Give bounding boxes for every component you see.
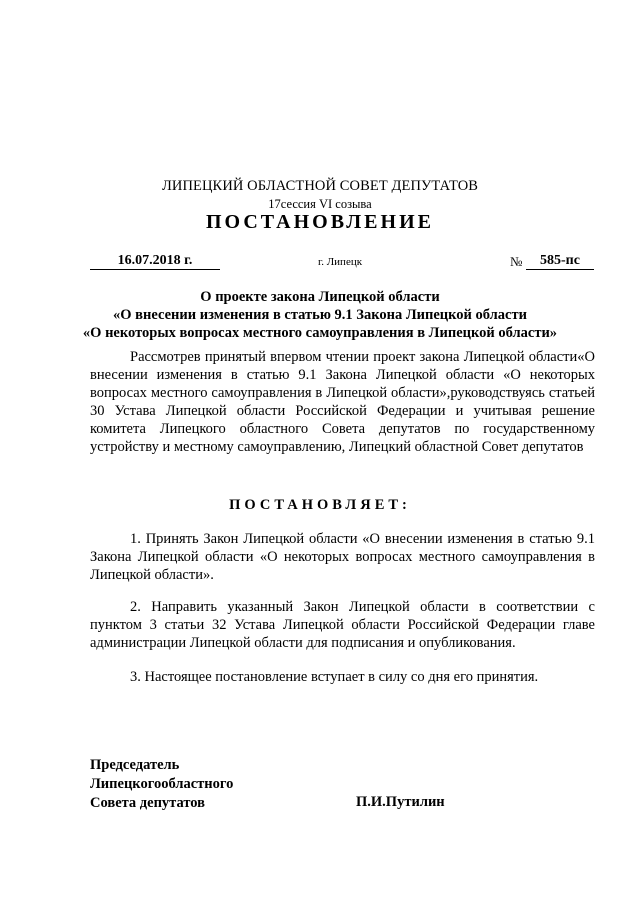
subject-line: О проекте закона Липецкой области (200, 289, 440, 305)
organization-name: ЛИПЕЦКИЙ ОБЛАСТНОЙ СОВЕТ ДЕПУТАТОВ (161, 178, 479, 194)
signature-line: Председатель (90, 757, 180, 773)
signature-line: Совета депутатов (90, 795, 206, 811)
signatory-name: П.И.Путилин (356, 794, 445, 810)
signature-title (90, 756, 233, 813)
resolution-item-1: 1. Принять Закон Липецкой области «О внесении изменения в статью 9.1 Закона Липецкой области «О некоторых вопросах местного самоуправления в Липецкой области». (90, 531, 595, 583)
resolution-item-2: 2. Направить указанный Закон Липецкой области в соответствии с пунктом 3 статьи 32 Устава Липецкой области Российской Федерации главе администрации Липецкой области для подписания и опубликования. (90, 599, 595, 651)
session-info: 17сессия VI созыва (268, 197, 372, 211)
subject-line: «О внесении изменения в статью 9.1 Закона Липецкой области (113, 307, 527, 323)
resolution-item-3: 3. Настоящее постановление вступает в силу со дня его принятия. (130, 669, 539, 685)
document-type-title: ПОСТАНОВЛЕНИЕ (206, 211, 434, 233)
document-subject (0, 288, 640, 342)
signature-line: Липецкогообластного (90, 776, 234, 792)
document-number: 585-пс (526, 253, 594, 270)
meta-row (0, 253, 640, 273)
subject-line: «О некоторых вопросах местного самоуправления в Липецкой области» (82, 325, 558, 341)
preamble-paragraph: Рассмотрев принятый впервом чтении проект закона Липецкой области«О внесении изменения в статью 9.1 Закона Липецкой области «О некоторых вопросах местного самоуправления в Липецкой области»,руководствуясь статьей 30 Устава Липецкой области Российской Федерации и учитывая решение комитета Липецкого областного Совета депутатов по государственному устройству и местному самоуправлению, Липецкий областной Совет депутатов (90, 349, 595, 455)
document-city: г. Липецк (317, 256, 363, 268)
number-sign: № (510, 254, 523, 269)
resolves-heading: ПОСТАНОВЛЯЕТ: (229, 497, 411, 513)
document-date: 16.07.2018 г. (90, 253, 220, 270)
